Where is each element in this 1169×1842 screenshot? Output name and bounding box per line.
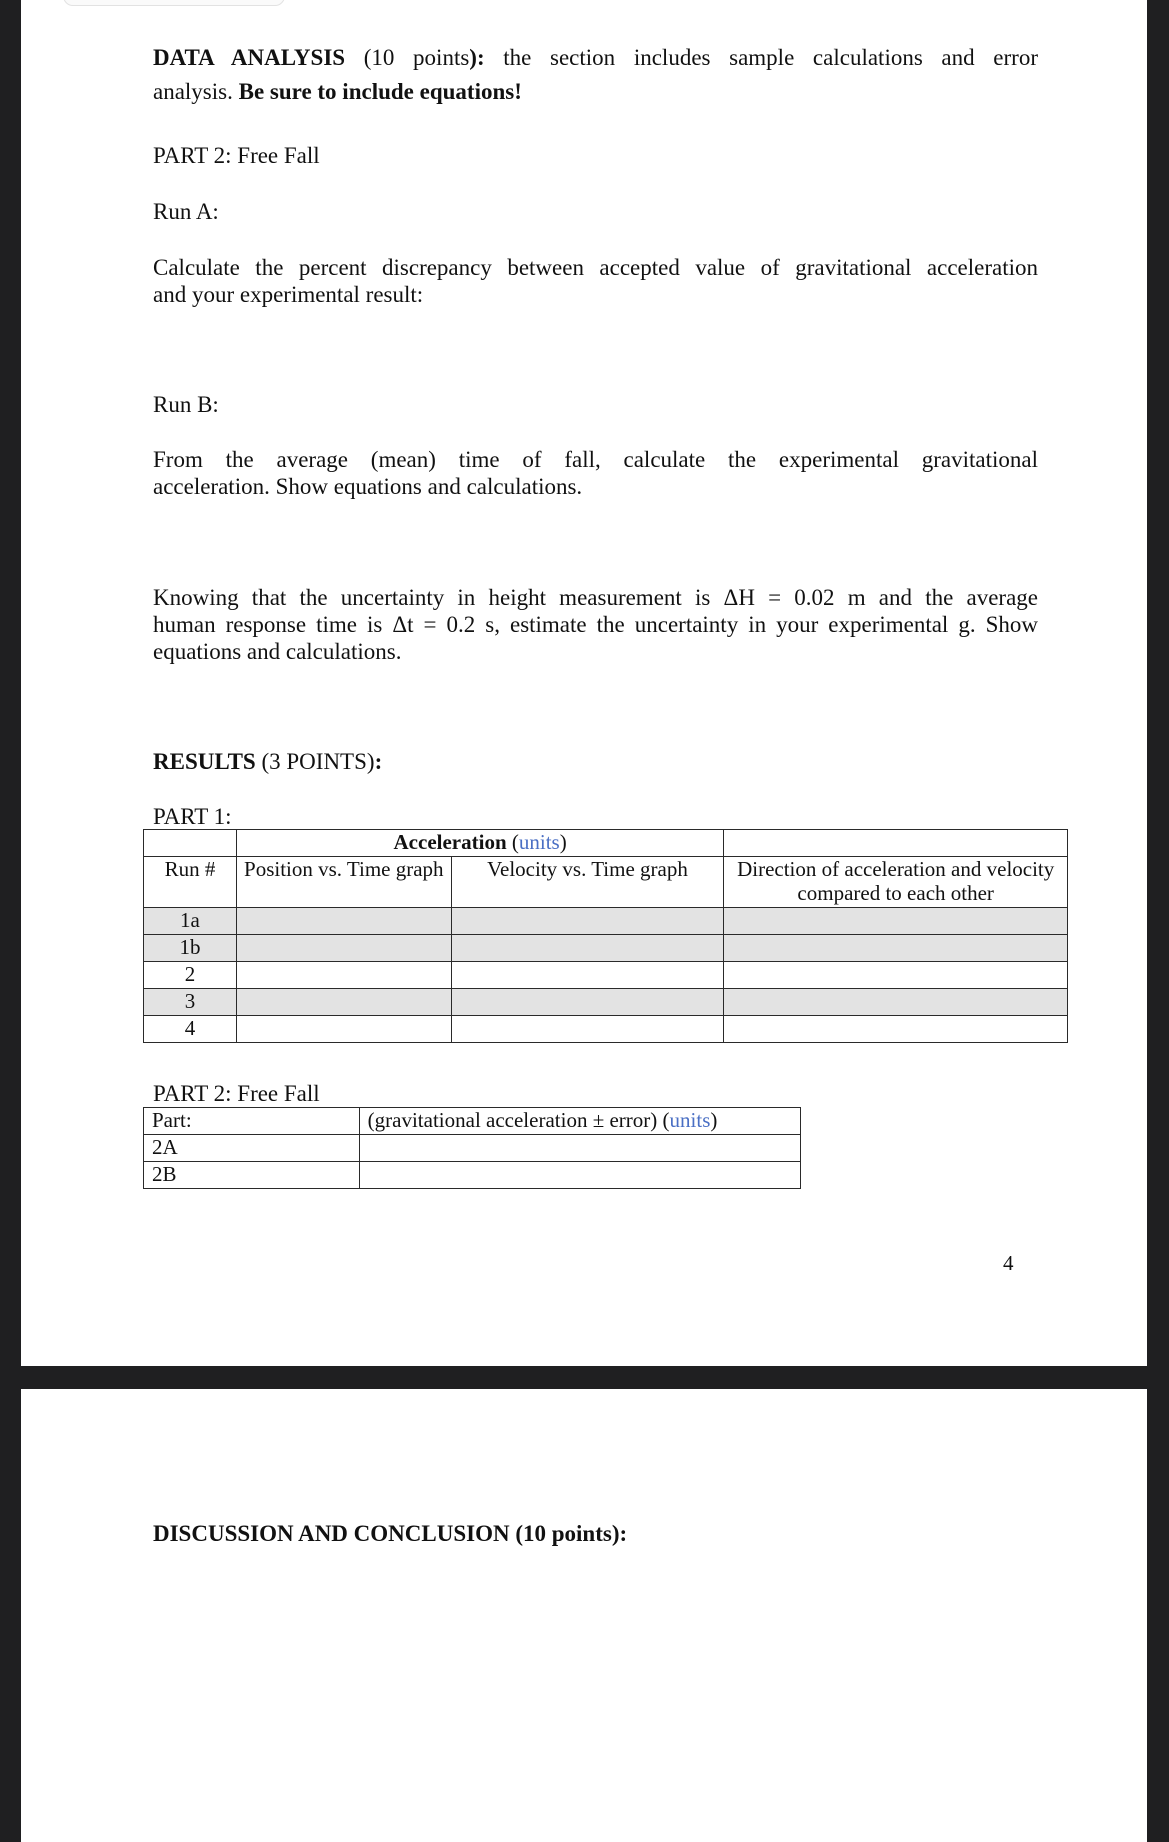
run-a-instruction-line2: and your experimental result:: [153, 282, 424, 307]
table-row: [144, 962, 1068, 989]
acceleration-units: units: [518, 830, 560, 854]
run-b-label: Run B:: [153, 392, 219, 417]
run-cell: 1a: [144, 908, 237, 935]
free-fall-table: [143, 1107, 801, 1189]
results-title: RESULTS: [153, 749, 256, 774]
data-analysis-line2: [153, 78, 1038, 106]
position-cell[interactable]: [236, 935, 451, 962]
results-colon: :: [374, 749, 383, 774]
uncertainty-line1: Knowing that the uncertainty in height measurement is ΔH = 0.02 m and the average: [153, 585, 1038, 610]
run-a-label: Run A:: [153, 199, 219, 224]
direction-cell[interactable]: [724, 935, 1068, 962]
data-analysis-description: the section includes sample calculations and error: [503, 45, 1038, 70]
position-cell[interactable]: [236, 962, 451, 989]
col-value-label: (gravitational acceleration ± error): [367, 1108, 663, 1132]
velocity-cell[interactable]: [451, 989, 724, 1016]
direction-cell[interactable]: [724, 908, 1068, 935]
run-a-instruction-line1: Calculate the percent discrepancy between accepted value of gravitational acceleration: [153, 255, 1038, 280]
col-part-header: Part:: [144, 1108, 360, 1135]
col-units-close: ): [710, 1108, 718, 1132]
col-units: units: [669, 1108, 711, 1132]
col-position-header: Position vs. Time graph: [236, 857, 451, 908]
table-header-row: [144, 830, 1068, 857]
direction-cell[interactable]: [724, 1016, 1068, 1043]
run-cell: 2: [144, 962, 237, 989]
part2-heading: PART 2: Free Fall: [153, 143, 320, 168]
run-cell: 1b: [144, 935, 237, 962]
acceleration-group-header: [236, 830, 723, 857]
page-number: 4: [1003, 1251, 1014, 1275]
data-analysis-points-close: ):: [469, 45, 504, 70]
velocity-cell[interactable]: [451, 962, 724, 989]
run-b-instruction-line2: acceleration. Show equations and calculations.: [153, 474, 583, 499]
results-points: (3 POINTS): [255, 749, 375, 774]
run-cell: 3: [144, 989, 237, 1016]
position-cell[interactable]: [236, 908, 451, 935]
part2-table-heading: PART 2: Free Fall: [153, 1081, 320, 1106]
col-direction-header: Direction of acceleration and velocity compared to each other: [724, 857, 1068, 908]
header-blank-cell: [144, 830, 237, 857]
col-units-open: (: [662, 1108, 670, 1132]
data-analysis-description-cont: analysis.: [153, 79, 239, 104]
uncertainty-line2: human response time is Δt = 0.2 s, estimate the uncertainty in your experimental g. Show: [153, 612, 1038, 637]
data-analysis-points: (10 points: [345, 45, 470, 70]
col-value-header: [359, 1108, 800, 1135]
table-subheader-row: [144, 857, 1068, 908]
velocity-cell[interactable]: [451, 1016, 724, 1043]
header-blank-cell-right: [724, 830, 1068, 857]
velocity-cell[interactable]: [451, 908, 724, 935]
col-run-header: Run #: [144, 857, 237, 908]
direction-cell[interactable]: [724, 962, 1068, 989]
table-row: [144, 1162, 801, 1189]
document-page-5: [21, 1389, 1147, 1842]
discussion-heading: DISCUSSION AND CONCLUSION (10 points):: [153, 1521, 628, 1546]
document-page-4: [21, 0, 1147, 1366]
table-row: [144, 1016, 1068, 1043]
table-row: [144, 989, 1068, 1016]
part-cell: 2B: [144, 1162, 360, 1189]
acceleration-label: Acceleration: [393, 830, 507, 854]
table-row: [144, 908, 1068, 935]
acceleration-table: [143, 829, 1068, 1043]
uncertainty-line3: equations and calculations.: [153, 639, 402, 664]
data-analysis-reminder: Be sure to include equations!: [238, 79, 522, 104]
velocity-cell[interactable]: [451, 935, 724, 962]
free-fall-header-row: [144, 1108, 801, 1135]
data-analysis-line1: [153, 44, 1038, 72]
data-analysis-title: DATA ANALYSIS: [153, 45, 346, 70]
part1-heading: PART 1:: [153, 804, 232, 829]
direction-cell[interactable]: [724, 989, 1068, 1016]
col-velocity-header: Velocity vs. Time graph: [451, 857, 724, 908]
table-row: [144, 935, 1068, 962]
acceleration-units-close: ): [559, 830, 567, 854]
part-cell: 2A: [144, 1135, 360, 1162]
toolbar-pill: [63, 0, 285, 6]
run-b-instruction-line1: From the average (mean) time of fall, calculate the experimental gravitational: [153, 447, 1038, 472]
position-cell[interactable]: [236, 989, 451, 1016]
acceleration-units-open: (: [506, 830, 519, 854]
value-cell[interactable]: [359, 1162, 800, 1189]
position-cell[interactable]: [236, 1016, 451, 1043]
value-cell[interactable]: [359, 1135, 800, 1162]
table-row: [144, 1135, 801, 1162]
results-heading: [153, 748, 1038, 776]
run-cell: 4: [144, 1016, 237, 1043]
